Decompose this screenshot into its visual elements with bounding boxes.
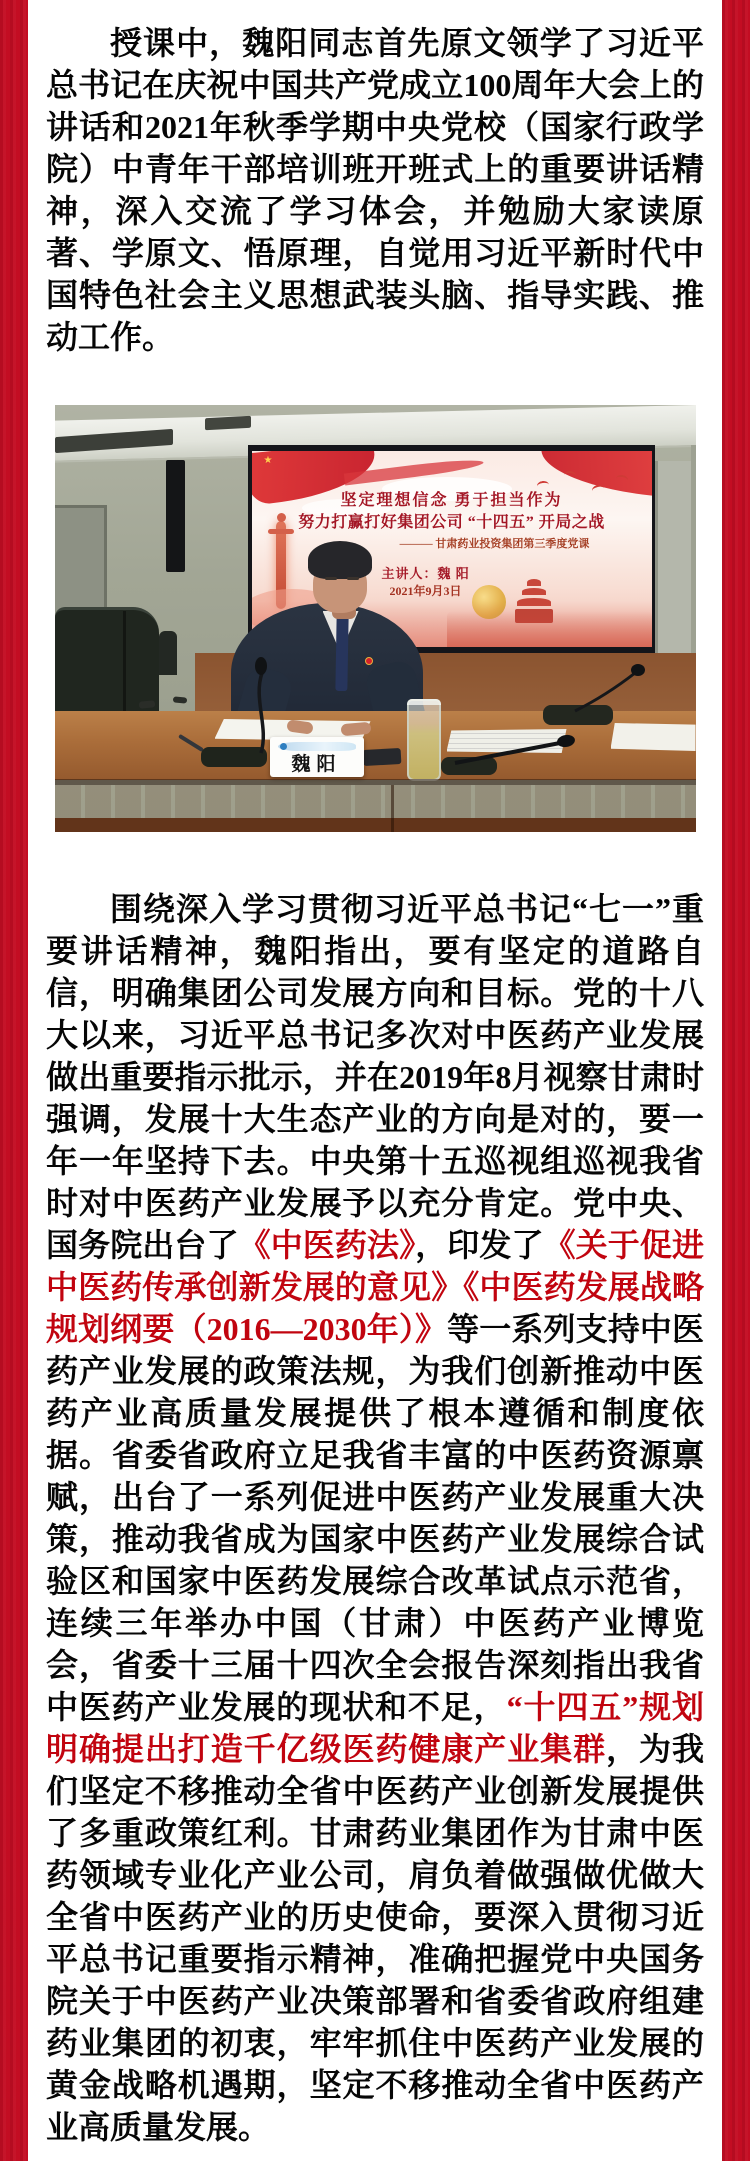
paragraph-1: 授课中，魏阳同志首先原文领学了习近平总书记在庆祝中国共产党成立100周年大会上的讲话和2021年秋季学期中央党校（国家行政学院）中青年干部培训班开班式上的重要讲话精神，深入交流了学习体会，并勉励大家读原著、学原文、悟原理，自觉用习近平新时代中国特色社会主义思想武装头脑、指导实践、推动工作。 — [46, 25, 704, 355]
speaker-hair — [308, 541, 372, 579]
photo-wall-corner — [691, 445, 696, 657]
speaker-face — [347, 577, 359, 580]
paragraph-2 — [28, 888, 722, 2148]
party-badge-pin — [365, 657, 373, 665]
slide-title-line1: 坚定理想信念 勇于担当作为 — [340, 492, 563, 509]
document-papers — [447, 729, 567, 753]
desk-microphone — [172, 696, 186, 703]
desk-seam — [391, 785, 394, 832]
tea-jar — [407, 699, 441, 705]
slide-title-line2: 努力打赢打好集团公司 “十四五” 开局之战 — [298, 514, 605, 531]
office-chair — [123, 611, 126, 717]
meeting-room-photo — [55, 405, 696, 832]
slide-date: 2021年9月3日 — [389, 584, 462, 598]
foreground-desk-front — [55, 818, 696, 832]
speaker-tie — [335, 615, 348, 691]
paragraph-2-run: 围绕深入学习贯彻习近平总书记“七一”重要讲话精神，魏阳指出，要有坚定的道路自信，明确集团公司发展方向和目标。党的十八大以来，习近平总书记多次对中医药产业发展做出重要指示批示，并在2019年8月视察甘肃时强调，发展十大生态产业的方向是对的，要一年一年坚持下去。中央第十五巡视组巡视我省时对中医药产业发展予以充分肯定。党中央、国务院出台了 — [46, 891, 704, 1263]
right-red-border — [722, 0, 750, 2161]
flag-star-icon: ★ — [263, 455, 273, 466]
paragraph-2-run-highlight: 《关于促进中医药传承创新发展的意见》《中医药发展战略规划纲要（2016—2030年）》 — [46, 1227, 704, 1347]
foreground-desk-surface — [55, 785, 696, 818]
paragraph-2-run: ，印发了 — [415, 1227, 544, 1263]
name-plate — [270, 737, 364, 777]
left-red-border — [0, 0, 28, 2161]
photo-right-wall — [655, 461, 696, 657]
mobile-phone — [362, 748, 401, 766]
paragraph-2-run: 等一系列支持中医药产业发展的政策法规，为我们创新推动中医药产业高质量发展提供了根本遵循和制度依据。省委省政府立足我省丰富的中医药资源禀赋，出台了一系列促进中医药产业发展重大决策，推动我省成为国家中医药产业发展综合试验区和国家中医药发展综合改革试点示范省，连续三年举办中国（甘肃）中医药产业博览会，省委十三届十四次全会报告深刻指出我省中医药产业发展的现状和不足， — [46, 1311, 704, 1725]
gooseneck-microphone-base — [441, 757, 497, 775]
office-chair — [159, 631, 177, 675]
photo-wall-speaker — [166, 460, 185, 572]
photo-ceiling-vent — [205, 416, 251, 430]
name-plate-text: 魏阳 — [291, 754, 342, 775]
tea-jar — [407, 699, 441, 781]
gooseneck-microphone-base — [201, 747, 267, 767]
dove-icon — [563, 470, 576, 480]
paragraph-2-run: ，为我们坚定不移推动全省中医药产业创新发展提供了多重政策红利。甘肃药业集团作为甘肃中医药领域专业化产业公司，肩负着做强做优做大全省中医药产业的历史使命，要深入贯彻习近平总书记重要指示精神，准确把握党中央国务院关于中医药产业决策部署和省委省政府组建药业集团的初衷，牢牢抓住中医药产业发展的黄金战略机遇期，坚定不移推动全省中医药产业高质量发展。 — [46, 1731, 704, 2145]
document-papers — [611, 723, 696, 751]
slide-speaker-label: 主讲人：魏 阳 — [381, 566, 470, 581]
article-content — [28, 0, 722, 2161]
speaker-face — [325, 577, 337, 580]
paragraph-2-run-highlight: “十四五”规划明确提出打造千亿级医药健康产业集群 — [46, 1689, 704, 1767]
paragraph-2-run-highlight: 《中医药法》 — [238, 1227, 416, 1263]
slide-subtitle: ——— 甘肃药业投资集团第三季度党课 — [399, 538, 590, 550]
gooseneck-microphone-base — [543, 705, 613, 725]
